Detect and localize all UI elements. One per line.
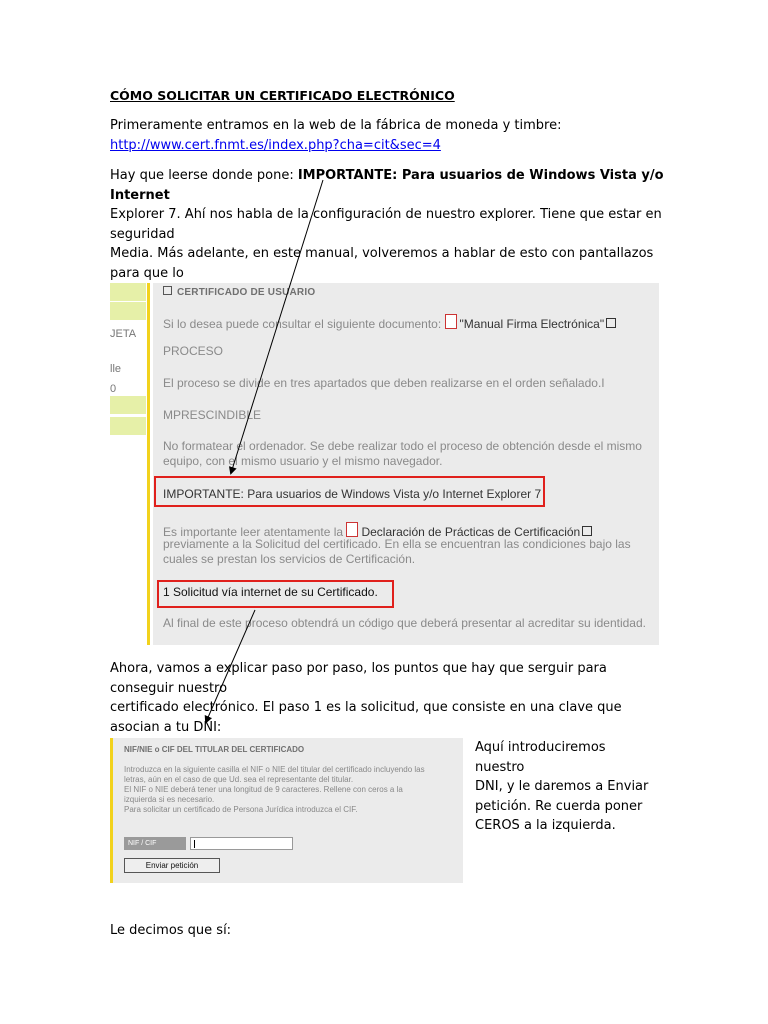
left-nav-label: 0 bbox=[110, 383, 117, 395]
nif-instruction-line: izquierda si es necesario. bbox=[124, 795, 215, 804]
declaracion-prefix: Es importante leer atentamente la bbox=[163, 525, 347, 539]
panel-header-text: CERTIFICADO DE USUARIO bbox=[177, 287, 316, 298]
step-line: Ahora, vamos a explicar paso por paso, los puntos que hay que serguir para conseguir nuestro bbox=[110, 661, 607, 696]
nif-instruction-line: letras, aún en el caso de que Ud. sea el representante del titular. bbox=[124, 775, 354, 784]
step-line: certificado electrónico. El paso 1 es la solicitud, que consiste en una clave que asocian a tu DNI: bbox=[110, 700, 622, 735]
side-note-line: CEROS a la izquierda. bbox=[475, 818, 616, 833]
nif-instruction-line: Introduzca en la siguiente casilla el NIF o NIE del titular del certificado incluyendo las bbox=[124, 765, 425, 774]
instructions-bold: IMPORTANTE: Para usuarios de Windows Vista y/o Internet bbox=[110, 168, 664, 203]
imprescindible-heading: MPRESCINDIBLE bbox=[163, 408, 262, 422]
instructions-line: Media. Más adelante, en este manual, volveremos a hablar de esto con pantallazos para que lo bbox=[110, 246, 654, 281]
solicitud-text[interactable]: 1 Solicitud vía internet de su Certificado bbox=[163, 585, 375, 599]
al-final-text: Al final de este proceso obtendrá un código que deberá presentar al acreditar su identidad. bbox=[163, 616, 646, 630]
left-nav-label: JETA bbox=[110, 328, 137, 340]
nif-instruction-line: Para solicitar un certificado de Persona Jurídica introduzca el CIF. bbox=[124, 805, 358, 814]
arrow-to-nif-form bbox=[206, 610, 255, 722]
declaracion-link[interactable]: Declaración de Prácticas de Certificación bbox=[361, 525, 581, 539]
nif-form-header: NIF/NIE o CIF DEL TITULAR DEL CERTIFICADO bbox=[124, 745, 305, 754]
fnmt-link[interactable]: http://www.cert.fnmt.es/index.php?cha=cit&sec=4 bbox=[110, 137, 441, 153]
left-nav-label: lle bbox=[110, 363, 122, 375]
instructions-prefix: Hay que leerse donde pone: bbox=[110, 168, 298, 183]
consult-text: Si lo desea puede consultar el siguiente documento: bbox=[163, 317, 445, 331]
importante-link[interactable]: IMPORTANTE: Para usuarios de Windows Vista y/o Internet Explorer 7 bbox=[163, 487, 542, 501]
intro-text: Primeramente entramos en la web de la fábrica de moneda y timbre: bbox=[110, 118, 562, 133]
closing-text: Le decimos que sí: bbox=[110, 923, 232, 938]
proceso-heading: PROCESO bbox=[163, 344, 224, 358]
previamente-line: previamente a la Solicitud del certificado. En ella se encuentran las condiciones bajo las bbox=[163, 537, 631, 551]
nif-field-label: NIF / CIF bbox=[124, 837, 186, 850]
no-format-line: No formatear el ordenador. Se debe realizar todo el proceso de obtención desde el mismo bbox=[163, 439, 642, 453]
side-note-line: DNI, y le daremos a Enviar bbox=[475, 779, 649, 794]
nif-instruction-line: El NIF o NIE deberá tener una longitud de 9 caracteres. Rellene con ceros a la bbox=[124, 785, 403, 794]
arrow-to-importante bbox=[231, 180, 323, 473]
no-format-line: equipo, con el mismo usuario y el mismo navegador. bbox=[163, 454, 443, 468]
proceso-text: El proceso se divide en tres apartados que deben realizarse en el orden señalado.I bbox=[163, 376, 605, 390]
manual-link[interactable]: "Manual Firma Electrónica" bbox=[459, 317, 605, 331]
document-title: CÓMO SOLICITAR UN CERTIFICADO ELECTRÓNICO bbox=[110, 88, 455, 103]
solicitud-dot: . bbox=[374, 585, 378, 599]
enviar-peticion-button[interactable]: Enviar petición bbox=[124, 858, 220, 873]
side-note-line: Aquí introduciremos nuestro bbox=[475, 740, 606, 775]
instructions-line: Explorer 7. Ahí nos habla de la configuración de nuestro explorer. Tiene que estar en seguridad bbox=[110, 207, 662, 242]
side-note-line: petición. Re cuerda poner bbox=[475, 798, 643, 814]
previamente-line: cuales se prestan los servicios de Certificación. bbox=[163, 552, 416, 566]
